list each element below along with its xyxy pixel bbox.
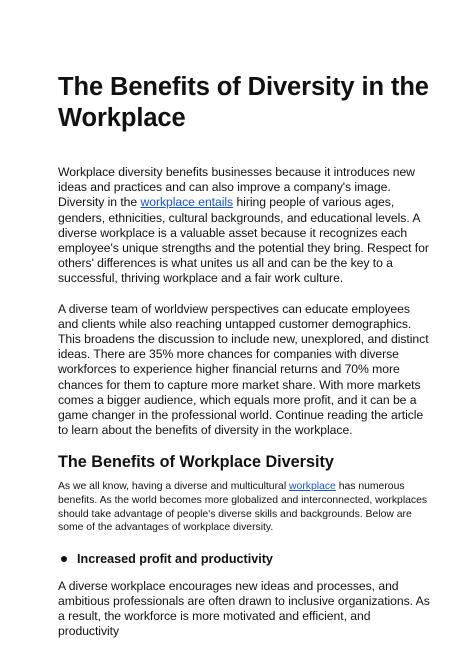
intro-paragraph bbox=[58, 165, 430, 287]
intro-text-start: Workplace diversity benefits businesses because it introduces new ideas and practices and can also improve a company's image. Diversity in the bbox=[58, 165, 415, 210]
document-page bbox=[58, 72, 430, 640]
intro-text-end: hiring people of various ages, genders, ethnicities, cultural backgrounds, and educational levels. A diverse workplace is a valuable asset because it recognizes each employee's unique strengths and the potential they bring. Respect for others' differences is what unites us all and can be the key to a successful, thriving workplace and a fair work culture. bbox=[58, 195, 429, 286]
bullet-text: Increased profit and productivity bbox=[77, 551, 273, 566]
section-intro-text-end: has numerous benefits. As the world becomes more globalized and interconnected, workplaces should take advantage of people's diverse skills and backgrounds. Below are some of the advantages of workplace diversity. bbox=[58, 481, 428, 534]
section-heading: The Benefits of Workplace Diversity bbox=[58, 453, 334, 472]
benefits-list bbox=[58, 551, 430, 567]
diverse-workplace-paragraph: A diverse workplace encourages new ideas and processes, and ambitious professionals are often drawn to inclusive organizations. As a result, the workforce is more motivated and efficient, and productivity bbox=[58, 578, 430, 639]
diverse-team-paragraph: A diverse team of worldview perspectives can educate employees and clients while also reaching untapped customer demographics. This broadens the discussion to include new, unexplored, and distinct ideas. There are 35% more chances for companies with diverse workforces to experience higher financial returns and 70% more chances for them to capture more market share. With more markets comes a bigger audience, which equals more profit, and it can be a game changer in the professional world. Continue reading the article to learn about the benefits of diversity in the workplace. bbox=[58, 301, 429, 438]
workplace-entails-link[interactable]: workplace entails bbox=[140, 195, 234, 210]
bullet-icon bbox=[61, 556, 67, 562]
article-title: The Benefits of Diversity in the Workplace bbox=[58, 73, 429, 132]
section-intro-paragraph bbox=[58, 480, 430, 534]
list-item bbox=[58, 551, 430, 567]
section-intro-text-start: As we all know, having a diverse and multicultural bbox=[58, 481, 290, 493]
workplace-link[interactable]: workplace bbox=[289, 481, 336, 493]
